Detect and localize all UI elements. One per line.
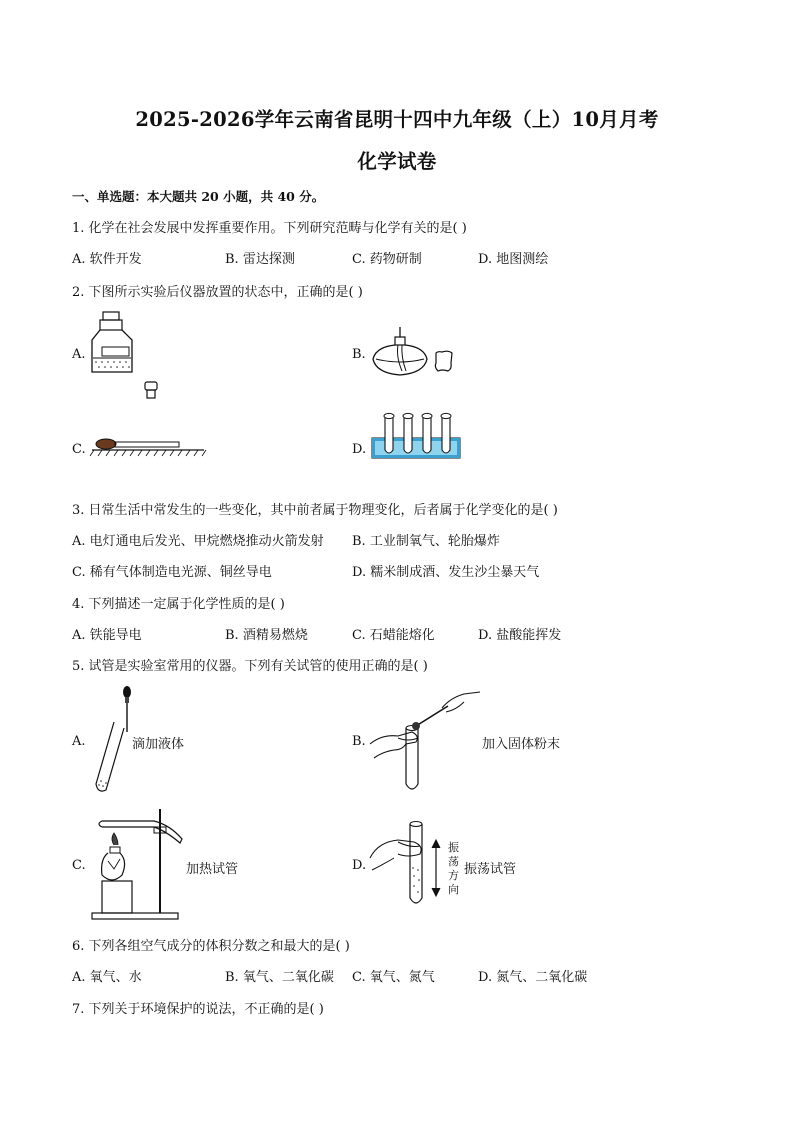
question-4-stem: 4. 下列描述一定属于化学性质的是( ) bbox=[72, 597, 285, 612]
q5-caption-a: 滴加液体 bbox=[132, 737, 185, 752]
q1-option-d: D. 地图测绘 bbox=[478, 252, 549, 267]
q1-option-a: A. 软件开发 bbox=[72, 252, 142, 267]
q2-option-a: A. bbox=[72, 347, 86, 362]
test-tube-rack-figure bbox=[368, 410, 468, 462]
q5-caption-d: 振荡试管 bbox=[464, 862, 517, 877]
shaking-tube-figure bbox=[368, 818, 446, 906]
q6-option-b: B. 氧气、二氧化碳 bbox=[225, 970, 334, 985]
q4-option-c: C. 石蜡能熔化 bbox=[352, 628, 435, 643]
alcohol-lamp-figure bbox=[368, 325, 468, 381]
q4-option-d: D. 盐酸能挥发 bbox=[478, 628, 562, 643]
q6-option-c: C. 氧气、氮气 bbox=[352, 970, 435, 985]
q5-option-a: A. bbox=[72, 734, 86, 749]
q3-option-c: C. 稀有气体制造电光源、铜丝导电 bbox=[72, 565, 272, 580]
reagent-bottle-figure bbox=[86, 310, 176, 402]
q6-option-a: A. 氧气、水 bbox=[72, 970, 142, 985]
q1-option-b: B. 雷达探测 bbox=[225, 252, 295, 267]
heating-tube-figure bbox=[88, 805, 188, 923]
q3-option-d: D. 糯米制成酒、发生沙尘暴天气 bbox=[352, 565, 540, 580]
exam-subtitle: 化学试卷 bbox=[357, 150, 437, 173]
q5-option-d: D. bbox=[352, 858, 367, 873]
shake-direction-char-2: 荡 bbox=[448, 855, 459, 868]
question-7-stem: 7. 下列关于环境保护的说法，不正确的是( ) bbox=[72, 1002, 324, 1017]
adding-powder-figure bbox=[368, 688, 482, 796]
q4-option-b: B. 酒精易燃烧 bbox=[225, 628, 308, 643]
question-5-stem: 5. 试管是实验室常用的仪器。下列有关试管的使用正确的是( ) bbox=[72, 659, 428, 674]
q2-option-d: D. bbox=[352, 442, 367, 457]
question-2-stem: 2. 下图所示实验后仪器放置的状态中，正确的是( ) bbox=[72, 285, 363, 300]
q5-caption-b: 加入固体粉末 bbox=[482, 737, 561, 752]
q3-option-b: B. 工业制氧气、轮胎爆炸 bbox=[352, 534, 500, 549]
dropping-liquid-figure bbox=[88, 684, 138, 796]
shake-direction-char-4: 向 bbox=[448, 883, 459, 896]
exam-title: 2025-2026学年云南省昆明十四中九年级（上）10月月考 bbox=[135, 108, 659, 131]
question-1-stem: 1. 化学在社会发展中发挥重要作用。下列研究范畴与化学有关的是( ) bbox=[72, 221, 467, 236]
shake-direction-char-1: 振 bbox=[448, 841, 459, 854]
q3-option-a: A. 电灯通电后发光、甲烷燃烧推动火箭发射 bbox=[72, 534, 324, 549]
q6-option-d: D. 氮气、二氧化碳 bbox=[478, 970, 588, 985]
q1-option-c: C. 药物研制 bbox=[352, 252, 422, 267]
question-6-stem: 6. 下列各组空气成分的体积分数之和最大的是( ) bbox=[72, 939, 350, 954]
q4-option-a: A. 铁能导电 bbox=[72, 628, 142, 643]
section-heading: 一、单选题：本大题共 20 小题，共 40 分。 bbox=[72, 189, 325, 204]
shake-direction-char-3: 方 bbox=[448, 869, 459, 882]
dropper-on-table-figure bbox=[88, 434, 208, 464]
question-3-stem: 3. 日常生活中常发生的一些变化，其中前者属于物理变化，后者属于化学变化的是( ) bbox=[72, 503, 558, 518]
q5-option-b: B. bbox=[352, 734, 366, 749]
q2-option-c: C. bbox=[72, 442, 86, 457]
q2-option-b: B. bbox=[352, 347, 366, 362]
q5-option-c: C. bbox=[72, 858, 86, 873]
q5-caption-c: 加热试管 bbox=[186, 862, 239, 877]
